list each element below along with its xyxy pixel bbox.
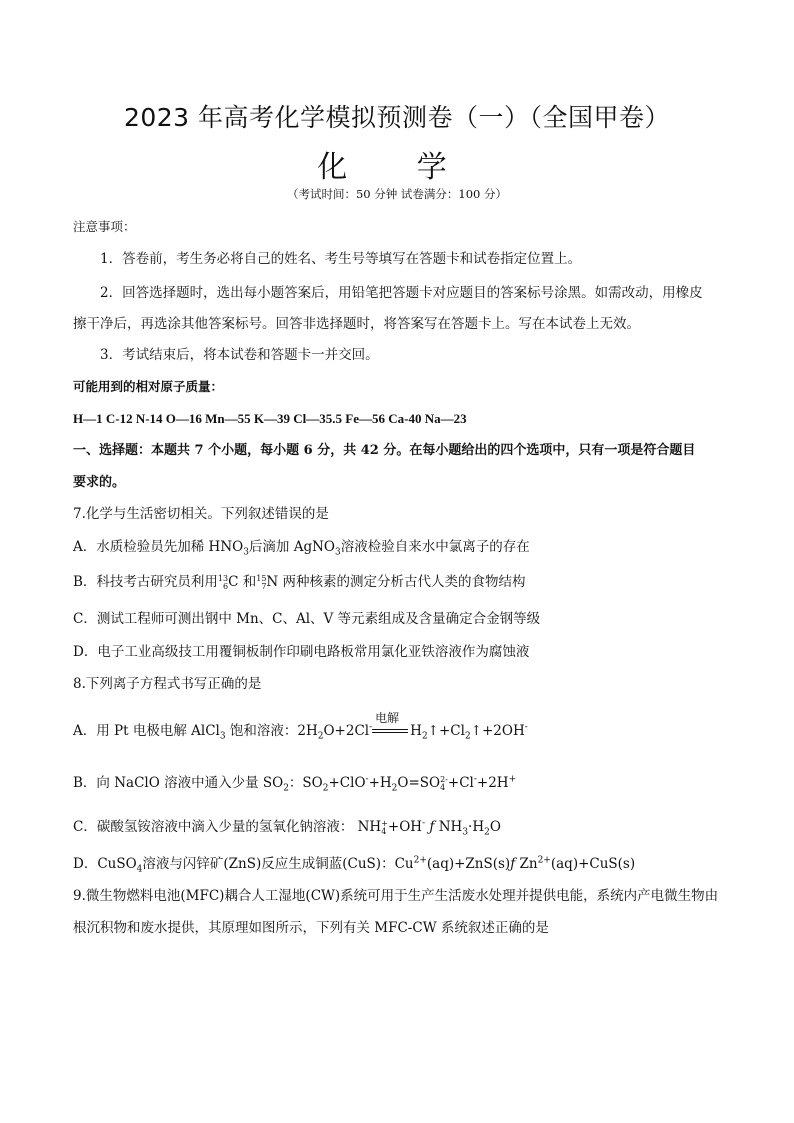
q8-b-so4-sub: 4: [440, 782, 446, 792]
q8-a-eq: 饱和溶液：2H: [225, 723, 318, 739]
q8-b-so4-sup: 2-: [440, 774, 448, 784]
q8-b-eq4: O=SO: [397, 775, 441, 791]
section-1-line-1: 一、选择题：本题共 7 个小题，每小题 6 分，共 42 分。在每小题给出的四个选项中，只有一项是符合题目: [73, 443, 696, 458]
equals-bar-top: [372, 729, 408, 730]
q7-option-a: [73, 538, 733, 556]
notice-item-2: 2．回答选择题时，选出每小题答案后，用铅笔把答题卡对应题目的答案标号涂黑。如需改动，用橡皮: [100, 285, 703, 301]
q8-a-h2: H: [410, 723, 422, 739]
q8-option-d: [73, 855, 733, 873]
q8-option-c: [73, 818, 733, 836]
q8-d-arrow: ƒ: [510, 856, 520, 872]
q8-b-sub: 2: [283, 783, 289, 794]
exam-info: （考试时间：50 分钟 试卷满分：100 分）: [286, 187, 508, 201]
q8-a-oh-sup: -: [524, 722, 528, 733]
q8-b-sulfate-charge: [440, 776, 448, 792]
q8-c-arrow: ƒ: [425, 819, 439, 835]
q8-c-mid: +OH: [387, 819, 423, 835]
subject-heading: 化 学: [317, 150, 477, 185]
q7-option-d: D．电子工业高级技工用覆铜板制作印刷电路板常用氯化亚铁溶液作为腐蚀液: [73, 644, 530, 660]
notice-item-2-cont: 擦干净后，再选涂其他答案标号。回答非选择题时，将答案写在答题卡上。写在本试卷上无效。: [73, 316, 640, 332]
q8-a-sub2: 2: [317, 731, 324, 742]
q7-a-sub2: 3: [335, 547, 341, 558]
notice-heading: 注意事项：: [73, 219, 136, 234]
q8-c-text: C．碳酸氢铵溶液中滴入少量的氢氧化钠溶液： NH: [73, 819, 382, 835]
atomic-mass-heading: 可能用到的相对原子质量：: [73, 379, 224, 394]
q8-option-a: [73, 710, 733, 742]
q8-a-h2-sub: 2: [421, 731, 428, 742]
q7-b-text: B．科技考古研究员利用: [73, 574, 218, 590]
q8-b-cl-sup: -: [473, 774, 477, 785]
q8-c-tail: NH: [438, 819, 463, 835]
q8-d-mid: 溶液与闪锌矿(ZnS)反应生成铜蓝(CuS)：Cu: [142, 856, 414, 872]
q8-d-sub: 4: [136, 864, 143, 875]
q8-d-tail: Zn: [519, 856, 538, 872]
q8-b-sub3: 2: [391, 783, 398, 794]
equals-bar-bottom: [372, 732, 408, 733]
q8-a-text: A．用 Pt 电极电解 AlCl: [73, 723, 220, 739]
q7-option-b: [73, 573, 733, 591]
q8-b-eq: ：SO: [288, 775, 323, 791]
q8-a-sup: -: [369, 722, 373, 733]
q8-d-eq: (aq)+ZnS(s): [426, 856, 511, 872]
atomic-mass-values: H—1 C-12 N-14 O—16 Mn—55 K—39 Cl—35.5 Fe—56 Ca-40 Na—23: [73, 411, 467, 426]
q8-d-text: D．CuSO: [73, 856, 137, 872]
q9-line-2: 根沉积物和废水提供，其原理如图所示，下列有关 MFC-CW 系统叙述正确的是: [73, 920, 549, 936]
q8-c-nh4-sub: 4: [381, 826, 387, 836]
q7-b-n-num: 7: [261, 581, 267, 591]
q8-b-text: B．向 NaClO 溶液中通入少量 SO: [73, 775, 284, 791]
q8-b-tail2: +2H: [476, 775, 509, 791]
q7-b-c-nuclide: [218, 575, 228, 591]
q8-b-tail: +Cl: [447, 775, 474, 791]
q8-a-cl2-sub: 2: [464, 731, 471, 742]
q8-a-sub: 3: [219, 731, 226, 742]
q9-line-1: 9.微生物燃料电池(MFC)耦合人工湿地(CW)系统可用于生产生活废水处理并提供电能，系统内产电微生物由: [73, 888, 719, 904]
electrolysis-sign: [372, 710, 410, 741]
q8-b-eq2: +ClO: [328, 775, 366, 791]
q7-a-sub: 3: [243, 547, 249, 558]
q8-stem: 8.下列离子方程式书写正确的是: [73, 676, 262, 692]
q7-option-c: C．测试工程师可测出钢中 Mn、C、Al、V 等元素组成及含量确定合金钢等级: [73, 611, 541, 627]
q8-c-h2o-sub: 2: [484, 827, 490, 838]
electrolysis-label: 电解: [375, 710, 400, 725]
q7-b-n-mass: 15: [256, 573, 267, 583]
q8-d-tail2: (aq)+CuS(s): [550, 856, 636, 872]
q7-b-c-mass: 13: [217, 573, 229, 583]
q8-a-eq2: O+2Cl: [323, 723, 370, 739]
q8-b-h-sup: +: [508, 774, 517, 785]
q8-c-ammonium-charge: [381, 820, 388, 836]
q8-b-sub2: 2: [322, 783, 329, 794]
section-1-line-2: 要求的。: [73, 475, 126, 490]
q8-c-nh4-sup: +: [381, 818, 388, 828]
exam-title: 2023 年高考化学模拟预测卷（一）（全国甲卷）: [123, 103, 671, 132]
q8-b-eq3: +H: [368, 775, 392, 791]
q7-stem: 7.化学与生活密切相关。下列叙述错误的是: [73, 506, 329, 522]
q8-c-oh-sup: -: [422, 818, 426, 829]
q7-a-text-end: 溶液检验自来水中氯离子的存在: [340, 539, 530, 555]
q8-b-sup: -: [365, 774, 369, 785]
q7-a-text: A．水质检验员先加稀 HNO: [73, 539, 244, 555]
q8-c-tail2: ·H: [468, 819, 485, 835]
q8-d-zn-sup: 2+: [537, 855, 551, 866]
notice-item-3: 3．考试结束后，将本试卷和答题卡一并交回。: [100, 347, 379, 363]
q8-d-cu-sup: 2+: [413, 855, 427, 866]
q7-b-c: C 和: [228, 574, 257, 590]
notice-item-1: 1．答卷前，考生务必将自己的姓名、考生号等填写在答题卡和试卷指定位置上。: [100, 251, 582, 267]
q7-a-text-mid: 后滴加 AgNO: [248, 539, 335, 555]
q7-b-c-num: 6: [223, 581, 229, 591]
q7-b-text-end: N 两种核素的测定分析古代人类的食物结构: [266, 574, 526, 590]
q8-c-nh3-sub: 3: [462, 827, 469, 838]
q8-c-tail3: O: [489, 819, 501, 835]
q7-b-n-nuclide: [256, 575, 266, 591]
q8-a-up1: ↑+Cl: [427, 723, 465, 739]
q8-a-tail: ↑+2OH: [470, 723, 525, 739]
q8-option-b: [73, 774, 733, 792]
